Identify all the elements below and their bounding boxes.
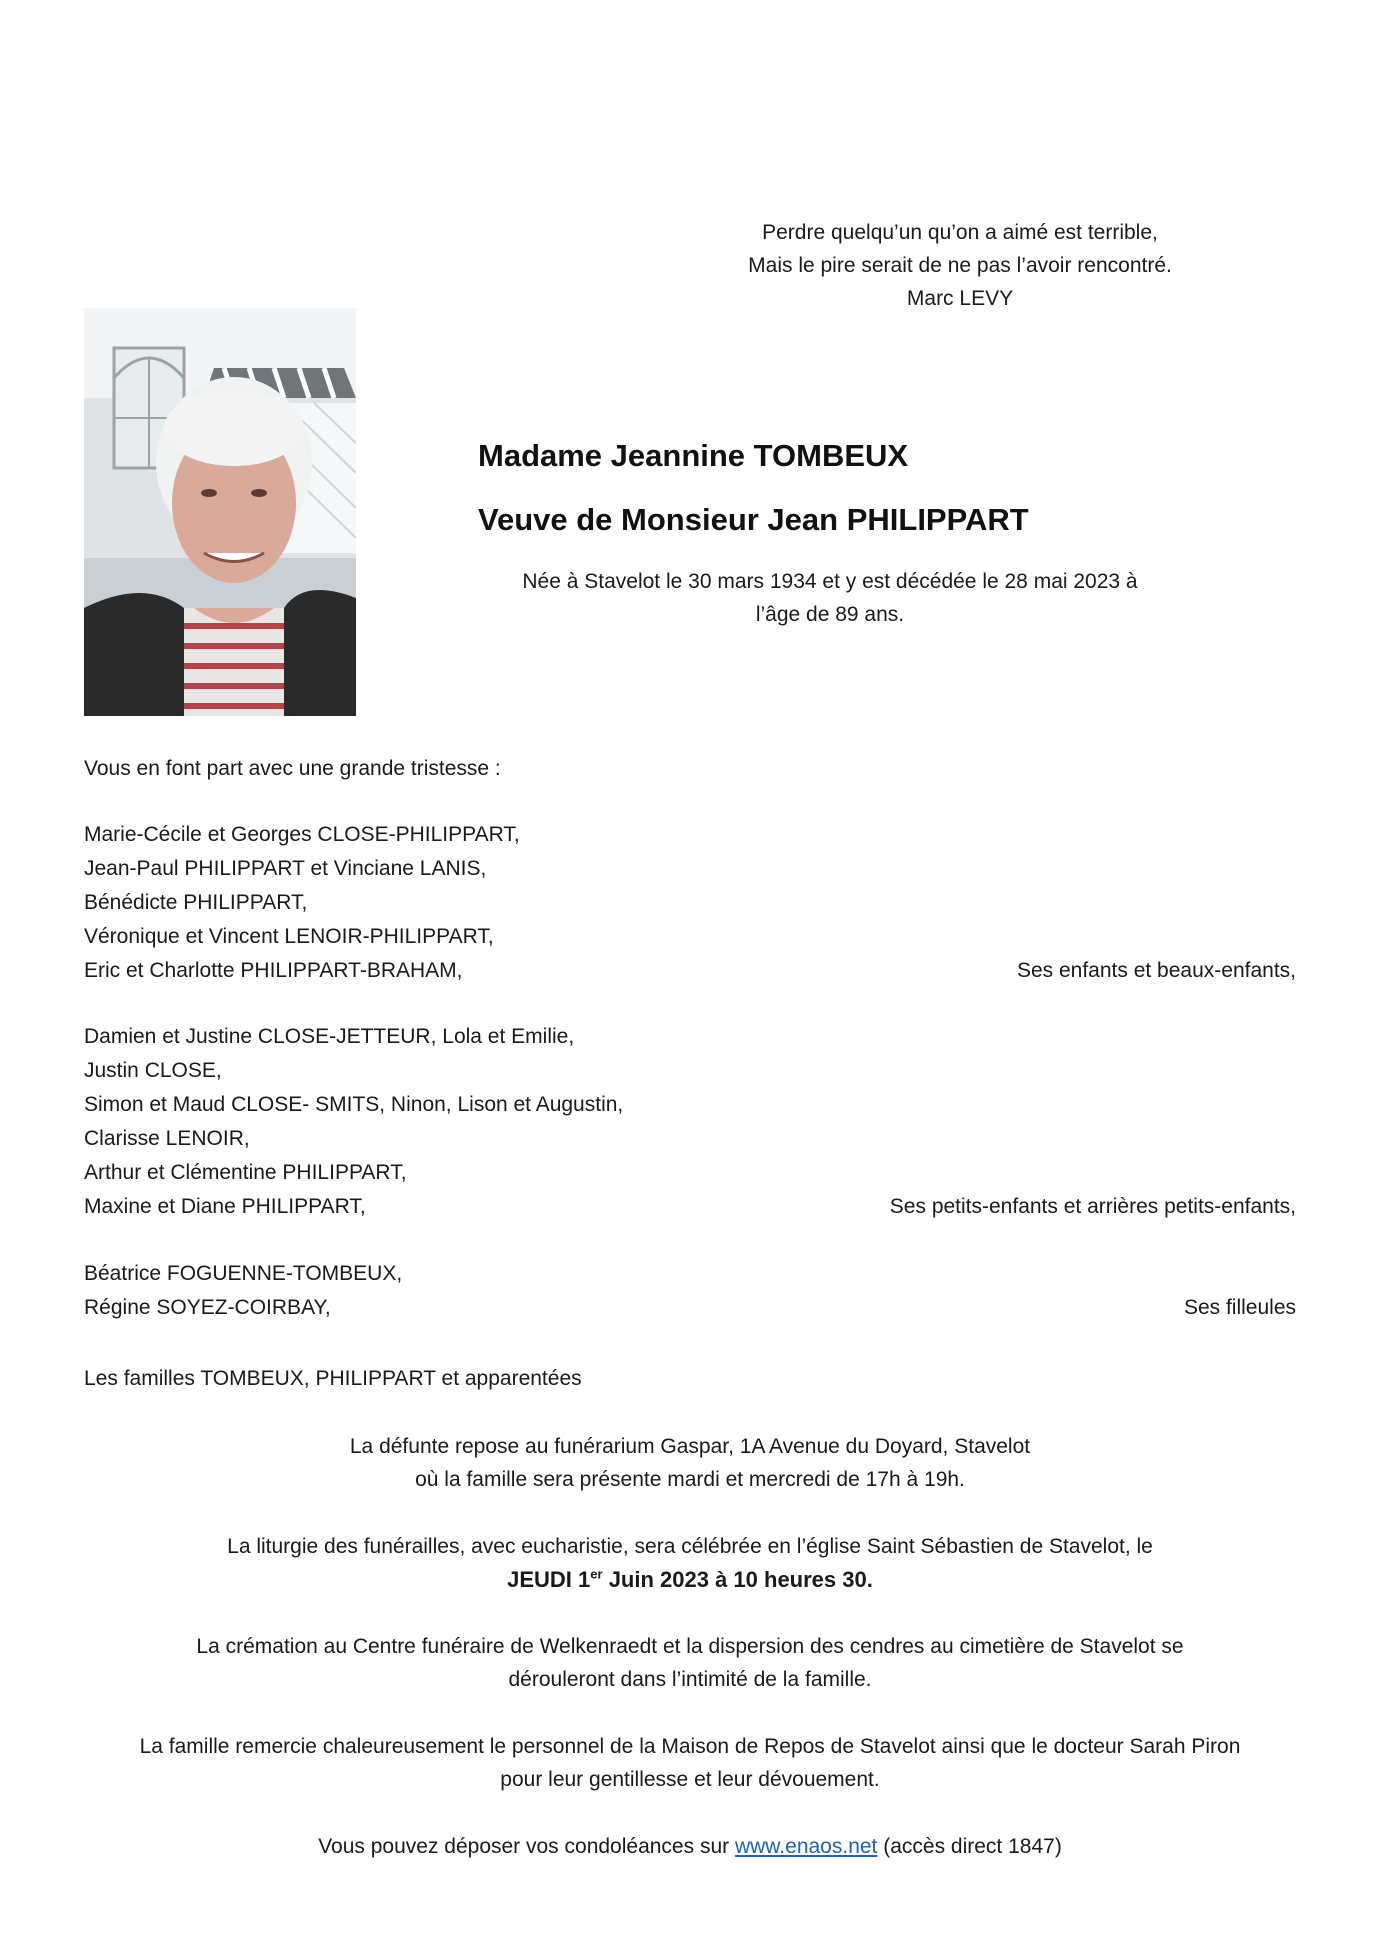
birth-line-2: l’âge de 89 ans. bbox=[755, 603, 905, 626]
family-name-line: Jean-Paul PHILIPPART et Vinciane LANIS, bbox=[84, 857, 487, 880]
family-name-line: Véronique et Vincent LENOIR-PHILIPPART, bbox=[84, 925, 494, 948]
family-group-grandchildren bbox=[84, 1020, 1296, 1224]
family-name-line: Arthur et Clémentine PHILIPPART, bbox=[84, 1161, 407, 1184]
thanks-info bbox=[84, 1730, 1296, 1796]
condolences-prefix: Vous pouvez déposer vos condoléances sur bbox=[318, 1835, 735, 1858]
family-name-line: Régine SOYEZ-COIRBAY, bbox=[84, 1296, 331, 1319]
families-line: Les familles TOMBEUX, PHILIPPART et apparentées bbox=[84, 1367, 582, 1390]
condolences-info bbox=[84, 1830, 1296, 1863]
cremation-line-1: La crémation au Centre funéraire de Welkenraedt et la dispersion des cendres au cimetière de Stavelot se bbox=[196, 1635, 1184, 1658]
thanks-line-2: pour leur gentillesse et leur dévouement. bbox=[500, 1768, 880, 1791]
funeral-date-prefix: JEUDI 1 bbox=[507, 1567, 591, 1592]
family-name-line: Marie-Cécile et Georges CLOSE-PHILIPPART, bbox=[84, 823, 520, 846]
family-name-line: Clarisse LENOIR, bbox=[84, 1127, 250, 1150]
relation-label: Ses filleules bbox=[1183, 1296, 1296, 1319]
funeral-date bbox=[84, 1563, 1296, 1596]
quote-author: Marc LEVY bbox=[906, 287, 1014, 310]
family-name-line: Bénédicte PHILIPPART, bbox=[84, 891, 308, 914]
relation-label: Ses petits-enfants et arrières petits-enfants, bbox=[889, 1195, 1296, 1218]
funerarium-line-1: La défunte repose au funérarium Gaspar, 1A Avenue du Doyard, Stavelot bbox=[349, 1435, 1031, 1458]
family-name-line: Maxine et Diane PHILIPPART, bbox=[84, 1195, 366, 1218]
condolences-link[interactable]: www.enaos.net bbox=[734, 1835, 878, 1858]
funerarium-line-2: où la famille sera présente mardi et mercredi de 17h à 19h. bbox=[415, 1468, 965, 1491]
liturgy-line-1: La liturgie des funérailles, avec eucharistie, sera célébrée en l’église Saint Sébastien de Stavelot, le bbox=[227, 1535, 1153, 1558]
cremation-line-2: dérouleront dans l’intimité de la famille. bbox=[508, 1668, 872, 1691]
cremation-info bbox=[84, 1630, 1296, 1696]
family-name-line: Eric et Charlotte PHILIPPART-BRAHAM, bbox=[84, 959, 463, 982]
liturgy-info bbox=[84, 1530, 1296, 1596]
family-group-children bbox=[84, 818, 1296, 988]
birth-death-info bbox=[470, 565, 1190, 631]
family-name-line: Justin CLOSE, bbox=[84, 1059, 222, 1082]
family-name-line: Simon et Maud CLOSE- SMITS, Ninon, Lison et Augustin, bbox=[84, 1093, 624, 1116]
quote-line-2: Mais le pire serait de ne pas l’avoir rencontré. bbox=[748, 254, 1172, 277]
family-name-line: Damien et Justine CLOSE-JETTEUR, Lola et Emilie, bbox=[84, 1025, 575, 1048]
deceased-spouse: Veuve de Monsieur Jean PHILIPPART bbox=[478, 502, 1029, 537]
relation-label: Ses enfants et beaux-enfants, bbox=[1016, 959, 1296, 982]
birth-line-1: Née à Stavelot le 30 mars 1934 et y est décédée le 28 mai 2023 à bbox=[522, 570, 1138, 593]
funeral-date-suffix: Juin 2023 à 10 heures 30. bbox=[602, 1567, 873, 1592]
epigraph bbox=[640, 216, 1280, 315]
deceased-name: Madame Jeannine TOMBEUX bbox=[478, 438, 909, 473]
condolences-suffix: (accès direct 1847) bbox=[877, 1835, 1062, 1858]
deceased-name-block bbox=[478, 424, 1029, 552]
family-name-line: Béatrice FOGUENNE-TOMBEUX, bbox=[84, 1262, 403, 1285]
quote-line-1: Perdre quelqu’un qu’on a aimé est terrible, bbox=[762, 221, 1158, 244]
intro-text: Vous en font part avec une grande tristesse : bbox=[84, 757, 501, 780]
family-group-goddaughters bbox=[84, 1257, 1296, 1325]
funeral-date-sup: er bbox=[590, 1566, 603, 1582]
portrait-photo bbox=[84, 308, 356, 716]
thanks-line-1: La famille remercie chaleureusement le personnel de la Maison de Repos de Stavelot ainsi que le docteur Sarah Piron bbox=[139, 1735, 1241, 1758]
funerarium-info bbox=[84, 1430, 1296, 1496]
